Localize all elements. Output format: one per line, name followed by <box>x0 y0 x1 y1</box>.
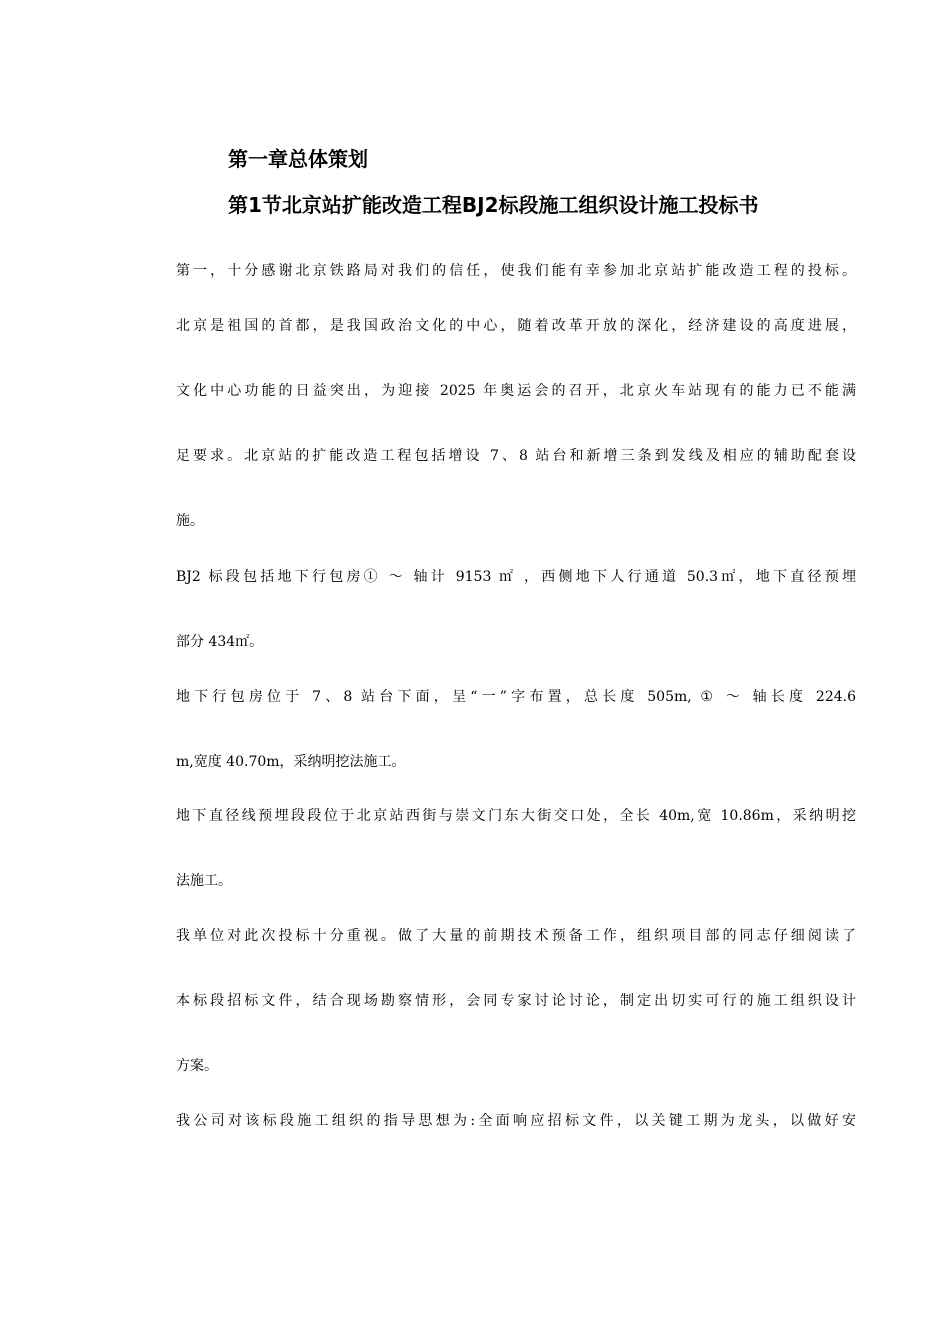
paragraph-line: 方案。 <box>176 1058 218 1074</box>
paragraph-line: BJ2 标段包括地下行包房① ～ 轴计 9153 ㎡ ，西侧地下人行通道 50.3㎡，地下直径预埋 <box>176 569 856 585</box>
paragraph-line: 部分 434㎡。 <box>176 634 264 650</box>
paragraph-line: 我公司对该标段施工组织的指导思想为:全面响应招标文件，以关键工期为龙头，以做好安 <box>176 1113 856 1129</box>
paragraph-line: m,宽度 40.70m，采纳明挖法施工。 <box>176 754 406 770</box>
paragraph-line: 我单位对此次投标十分重视。做了大量的前期技术预备工作，组织项目部的同志仔细阅读了 <box>176 928 856 944</box>
paragraph-line: 地下直径线预埋段段位于北京站西街与崇文门东大街交口处，全长 40m,宽 10.86m，采纳明挖 <box>176 808 856 824</box>
paragraph-line: 第一，十分感谢北京铁路局对我们的信任，使我们能有幸参加北京站扩能改造工程的投标。 <box>176 263 856 279</box>
paragraph-line: 足要求。北京站的扩能改造工程包括增设 7、8 站台和新增三条到发线及相应的辅助配套设 <box>176 448 856 464</box>
paragraph-line: 北京是祖国的首都，是我国政治文化的中心，随着改革开放的深化，经济建设的高度进展， <box>176 318 856 334</box>
paragraph-line: 施。 <box>176 513 204 529</box>
paragraph-line: 文化中心功能的日益突出，为迎接 2025 年奥运会的召开，北京火车站现有的能力已不能满 <box>176 383 856 399</box>
paragraph-line: 法施工。 <box>176 873 232 889</box>
paragraph-line: 本标段招标文件，结合现场勘察情形，会同专家讨论讨论，制定出切实可行的施工组织设计 <box>176 993 856 1009</box>
paragraph-line: 地下行包房位于 7、8 站台下面，呈“一”字布置，总长度 505m, ① ～ 轴长度 224.6 <box>176 689 856 705</box>
section-title: 第1节北京站扩能改造工程BJ2标段施工组织设计施工投标书 <box>228 193 759 217</box>
chapter-title: 第一章总体策划 <box>228 147 368 171</box>
